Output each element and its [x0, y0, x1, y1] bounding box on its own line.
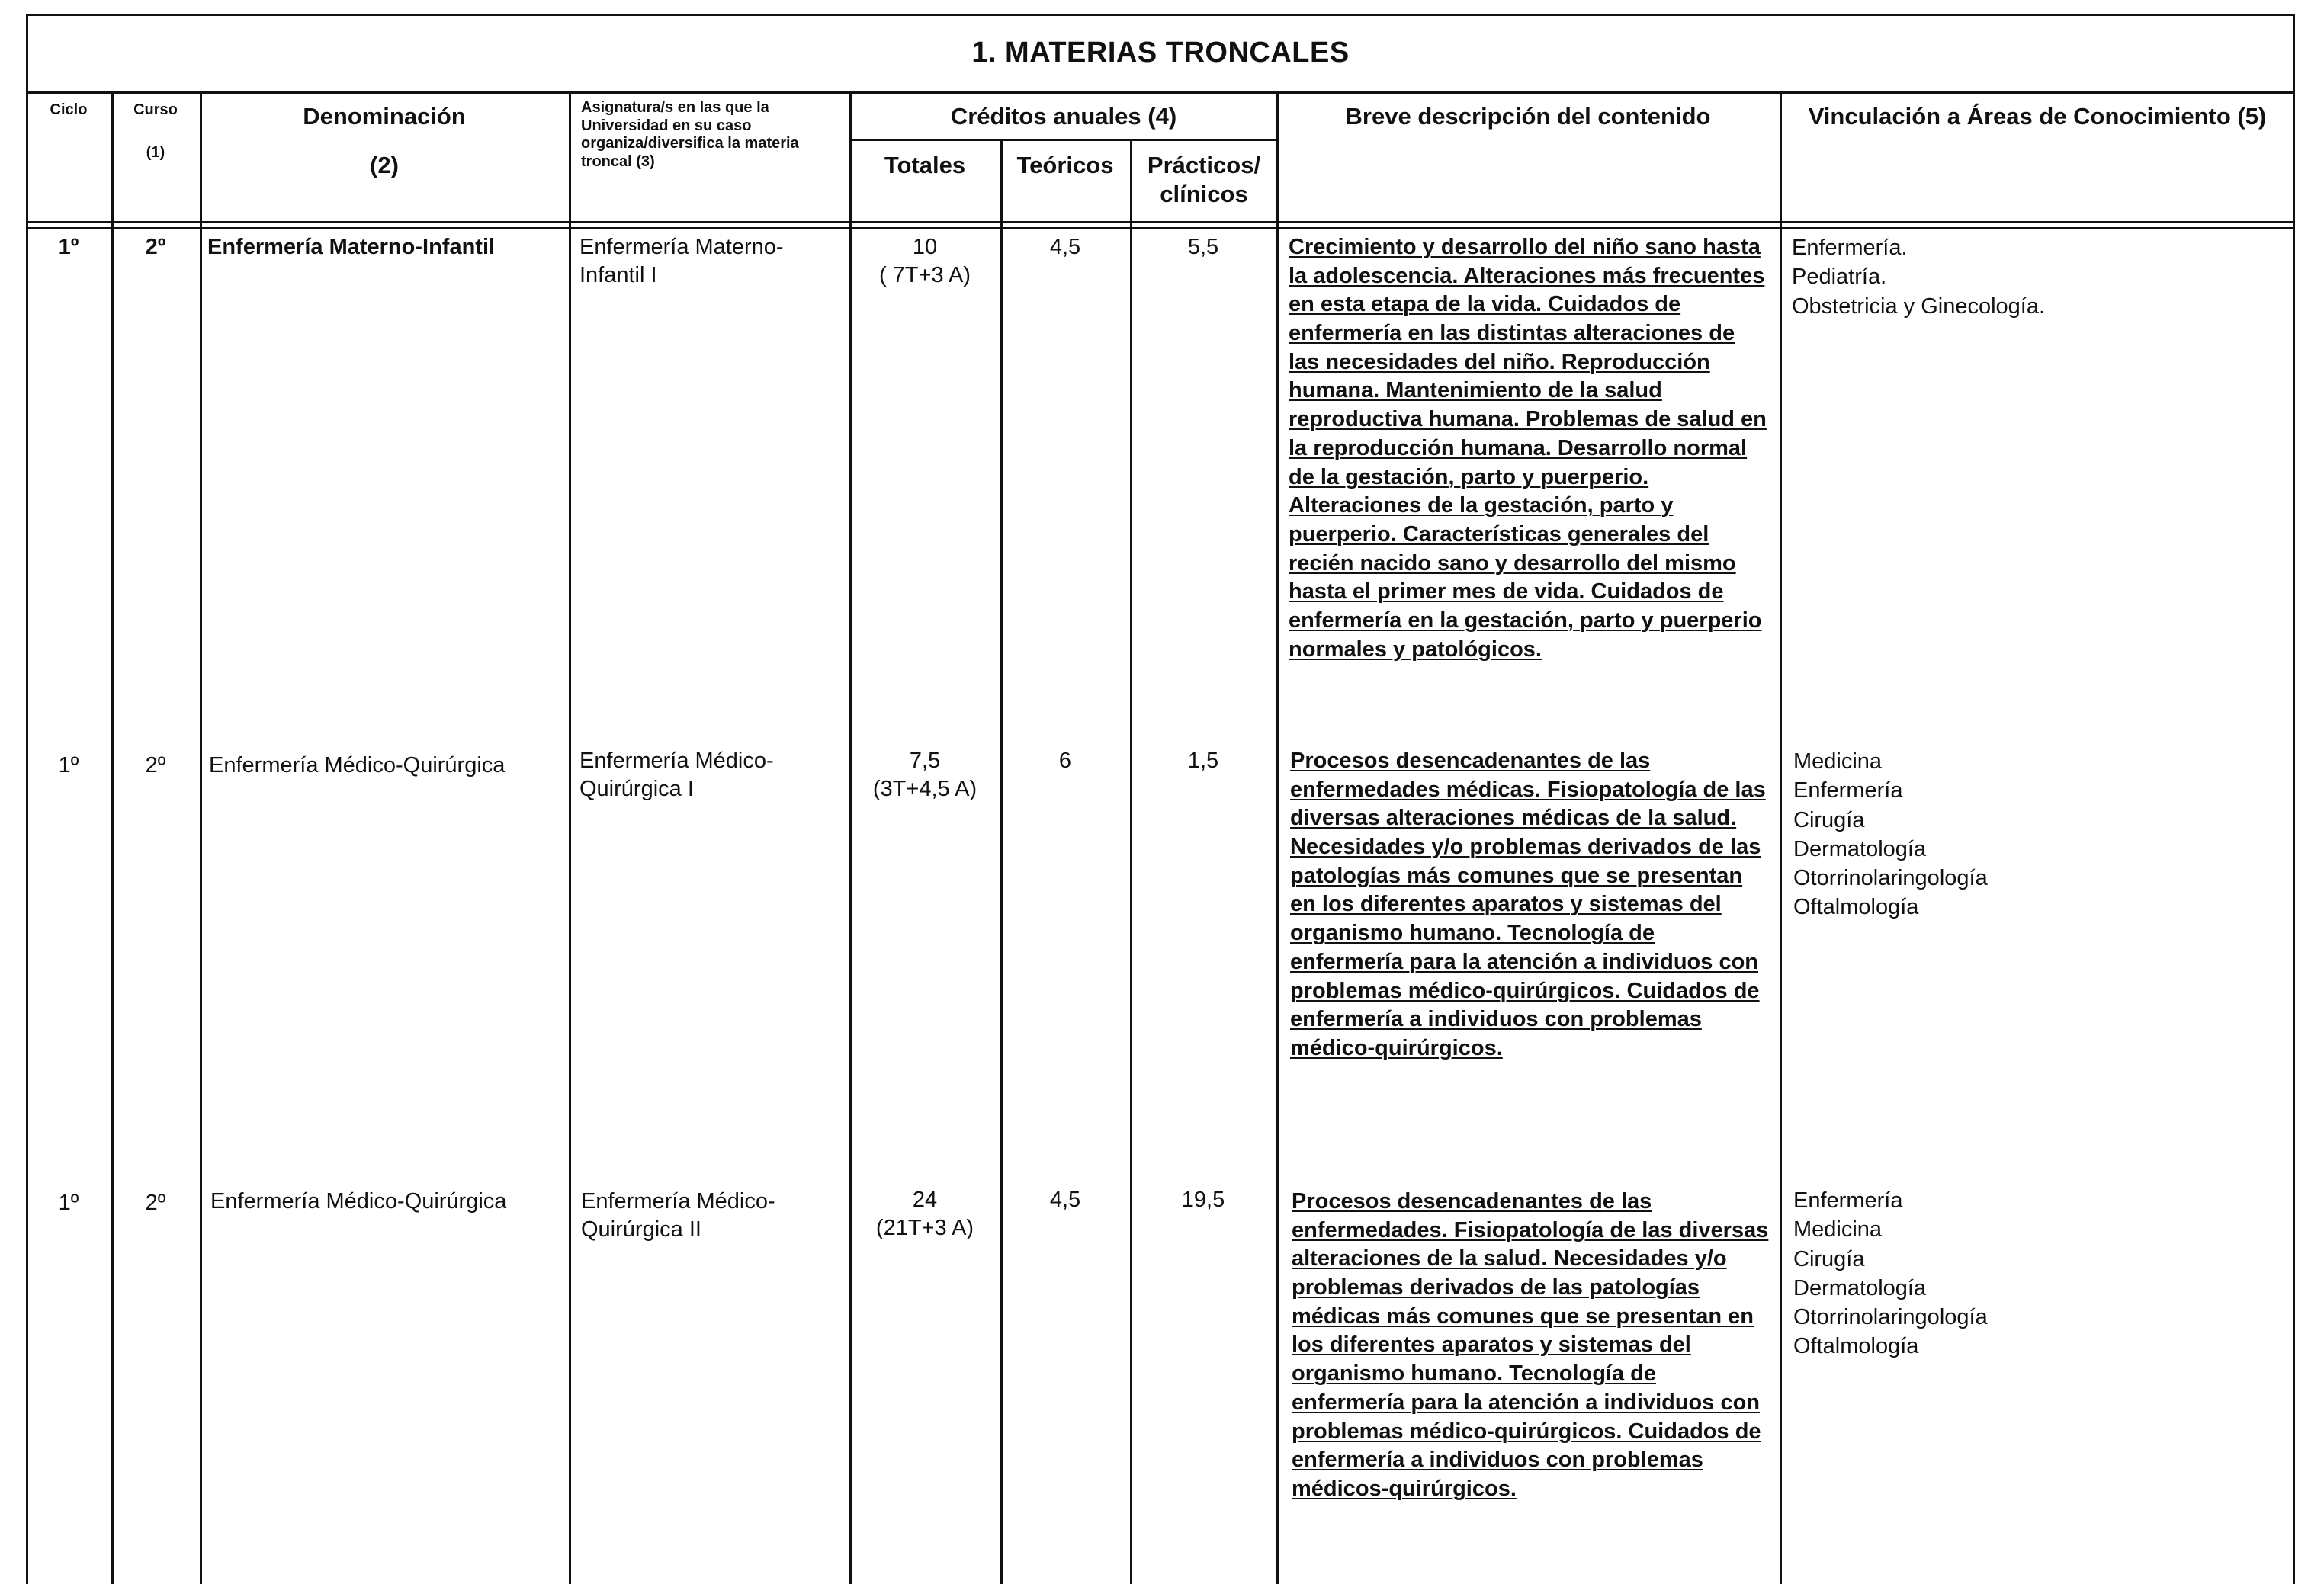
header-curso-note: (1) — [146, 144, 165, 161]
row2-curso: 2º — [145, 753, 166, 778]
row2-ciclo: 1º — [58, 753, 79, 778]
row1-asignatura: Enfermería Materno-Infantil I — [579, 235, 784, 287]
row1-curso: 2º — [145, 235, 166, 259]
rule-header — [26, 221, 2295, 223]
area-item: Oftalmología — [1793, 895, 1919, 920]
rule-col-asignatura — [569, 91, 571, 1584]
rule-title — [26, 91, 2295, 94]
row1-ciclo: 1º — [58, 235, 79, 259]
row1-totales-value: 10 — [912, 235, 938, 259]
row3-totales-value: 24 — [912, 1188, 938, 1212]
header-teoricos: Teóricos — [1016, 152, 1114, 178]
rule-header-2 — [26, 227, 2295, 229]
row3-areas — [1793, 1186, 2281, 1361]
area-item: Dermatología — [1793, 836, 1927, 861]
header-curso: Curso — [133, 101, 178, 118]
row2-asignatura: Enfermería Médico-Quirúrgica I — [579, 749, 774, 801]
row2-descripcion-text: Procesos desencadenantes de las enfermedades médicas. Fisiopatología de las diversas alteraciones médicas de la salud. Necesidades y/o problemas derivados de las patologías más comunes que se presentan en los diferentes aparatos y sistemas del organismo humano. Tecnología de enfermería para la atención a individuos con problemas médico-quirúrgicos. Cuidados de enfermería a individuos con problemas médico-quirúrgicos. — [1290, 749, 1766, 1060]
rule-right — [2293, 14, 2295, 1584]
header-denominacion-note: (2) — [370, 152, 399, 178]
rule-col-teoricos — [1000, 139, 1003, 1584]
row2-totales — [849, 747, 1000, 803]
row3-curso: 2º — [145, 1191, 166, 1215]
area-item: Cirugía — [1793, 1246, 1865, 1271]
row1-descripcion — [1289, 233, 1769, 664]
header-asignaturas: Asignatura/s en las que la Universidad en su caso organiza/diversifica la materia troncal (3) — [581, 99, 799, 170]
area-item: Medicina — [1793, 1217, 1883, 1243]
rule-col-curso — [111, 91, 114, 1584]
row2-totales-value: 7,5 — [909, 749, 941, 773]
row2-practicos: 1,5 — [1187, 749, 1219, 773]
area-item: Obstetricia y Ginecología. — [1792, 293, 2046, 319]
row2-denominacion: Enfermería Médico-Quirúrgica — [209, 753, 506, 778]
header-creditos: Créditos anuales (4) — [950, 103, 1177, 130]
header-practicos: Prácticos/ clínicos — [1147, 152, 1261, 207]
row3-totales — [849, 1186, 1000, 1243]
row3-ciclo: 1º — [58, 1191, 79, 1215]
header-denominacion: Denominación — [303, 103, 466, 130]
row3-denominacion: Enfermería Médico-Quirúrgica — [210, 1189, 507, 1214]
row3-descripcion-text: Procesos desencadenantes de las enfermedades. Fisiopatología de las diversas alteraciones de la salud. Necesidades y/o problemas derivados de las patologías médicas más comunes que se presentan en los diferentes aparatos y sistemas del organismo humano. Tecnología de enfermería para la atención a individuos con problemas médico-quirúrgicos. Cuidados de enfermería a individuos con problemas médicos-quirúrgicos. — [1292, 1189, 1769, 1501]
row2-descripcion — [1290, 747, 1770, 1063]
area-item: Medicina — [1793, 749, 1883, 774]
area-item: Otorrinolaringología — [1793, 1305, 1988, 1330]
row1-totales — [849, 233, 1000, 290]
header-ciclo: Ciclo — [50, 101, 88, 118]
page-title: 1. MATERIAS TRONCALES — [971, 37, 1350, 69]
row1-practicos: 5,5 — [1187, 235, 1219, 259]
rule-col-descripcion — [1276, 91, 1279, 1584]
row2-areas — [1793, 747, 2281, 922]
row1-descripcion-text: Crecimiento y desarrollo del niño sano hasta la adolescencia. Alteraciones más frecuentes en esta etapa de la vida. Cuidados de enfermería en las distintas alteraciones de las necesidades del niño. Reproducción humana. Mantenimiento de la salud reproductiva humana. Problemas de salud en la reproducción humana. Desarrollo normal de la gestación, parto y puerperio. Alteraciones de la gestación, parto y puerperio. Características generales del recién nacido sano y desarrollo del mismo hasta el primer mes de vida. Cuidados de enfermería en la gestación, parto y puerperio normales y patológicos. — [1289, 235, 1767, 662]
area-item: Dermatología — [1793, 1275, 1927, 1300]
rule-col-denominacion — [200, 91, 202, 1584]
row3-practicos: 19,5 — [1181, 1188, 1225, 1212]
rule-creditos — [849, 139, 1278, 141]
header-descripcion: Breve descripción del contenido — [1345, 103, 1711, 130]
row3-descripcion — [1292, 1188, 1772, 1504]
area-item: Oftalmología — [1793, 1334, 1919, 1359]
rule-top — [26, 14, 2295, 16]
row1-denominacion: Enfermería Materno-Infantil — [207, 235, 496, 259]
header-vinculacion: Vinculación a Áreas de Conocimiento (5) — [1808, 103, 2267, 130]
rule-col-totales — [849, 91, 852, 1584]
row2-totales-detail: (3T+4,5 A) — [872, 776, 977, 801]
area-item: Cirugía — [1793, 807, 1865, 832]
rule-col-vinculacion — [1780, 91, 1782, 1584]
header-totales: Totales — [884, 152, 966, 178]
row3-teoricos: 4,5 — [1049, 1188, 1081, 1212]
area-item: Otorrinolaringología — [1793, 866, 1988, 891]
row1-areas — [1792, 233, 2280, 321]
row1-totales-detail: ( 7T+3 A) — [878, 262, 971, 287]
area-item: Enfermería — [1793, 778, 1903, 803]
troncales-sheet — [26, 14, 2306, 1584]
row3-totales-detail: (21T+3 A) — [875, 1215, 974, 1240]
area-item: Pediatría. — [1792, 265, 1887, 290]
rule-col-practicos — [1130, 139, 1132, 1584]
area-item: Enfermería. — [1792, 236, 1908, 260]
area-item: Enfermería — [1793, 1188, 1903, 1213]
row2-teoricos: 6 — [1058, 749, 1072, 773]
row1-teoricos: 4,5 — [1049, 235, 1081, 259]
row3-asignatura: Enfermería Médico-Quirúrgica II — [581, 1189, 775, 1242]
